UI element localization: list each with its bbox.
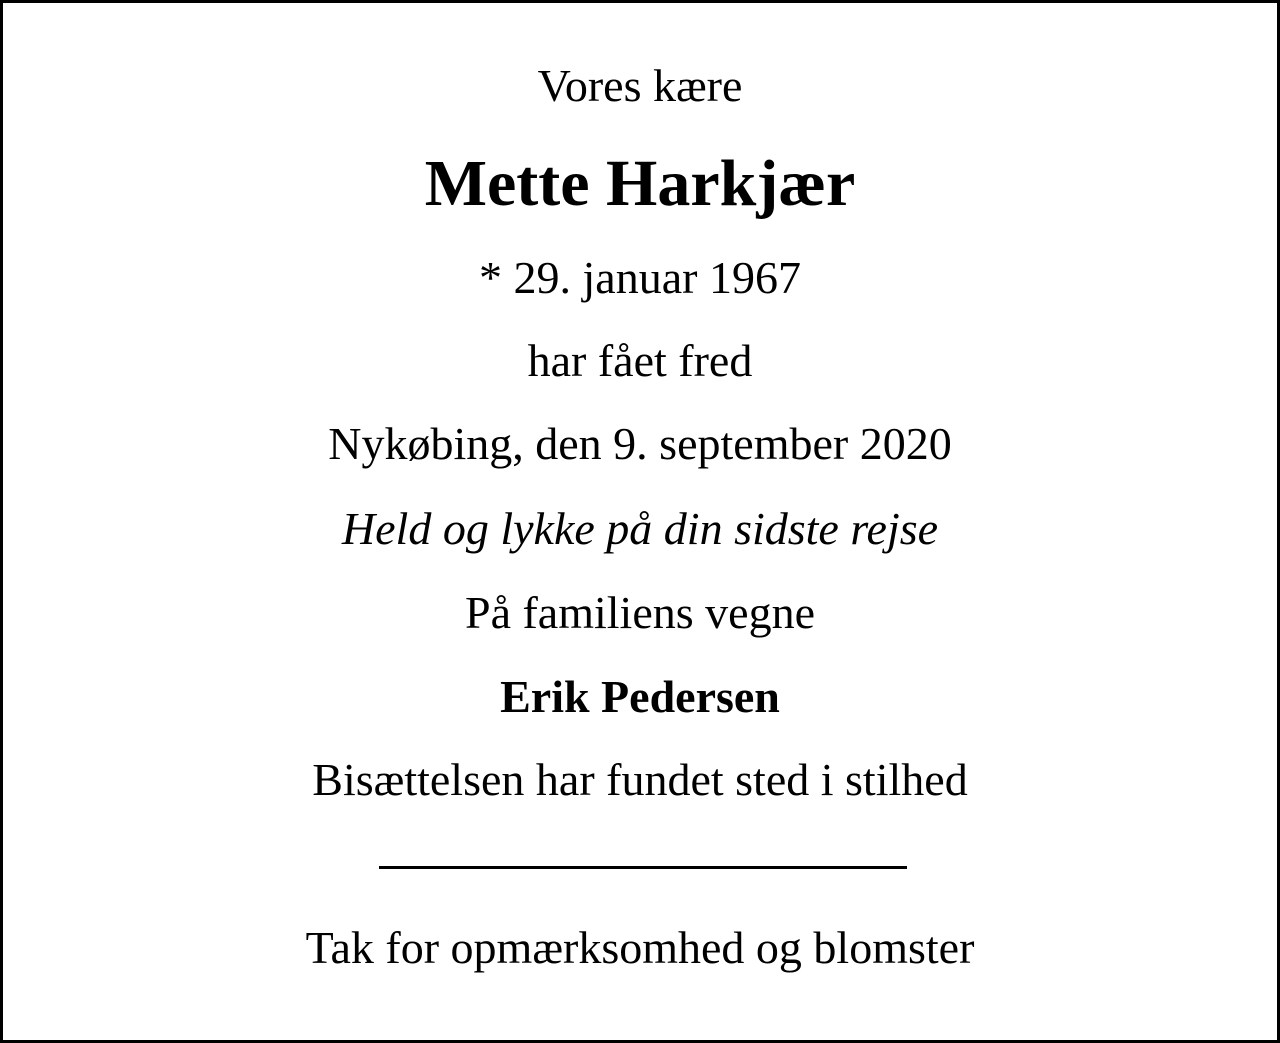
thanks-text: Tak for opmærksomhed og blomster xyxy=(305,922,975,973)
status-text: har fået fred xyxy=(527,335,753,386)
divider-line xyxy=(379,866,907,869)
on-behalf-text: På familiens vegne xyxy=(464,587,815,638)
burial-text: Bisættelsen har fundet sted i stilhed xyxy=(312,754,968,805)
intro-text: Vores kære xyxy=(537,60,743,111)
birth-date: * 29. januar 1967 xyxy=(479,252,801,303)
farewell-text: Held og lykke på din sidste rejse xyxy=(341,503,939,554)
deceased-name: Mette Harkjær xyxy=(424,147,856,220)
signer-name: Erik Pedersen xyxy=(500,671,780,722)
place-and-date: Nykøbing, den 9. september 2020 xyxy=(328,418,952,469)
